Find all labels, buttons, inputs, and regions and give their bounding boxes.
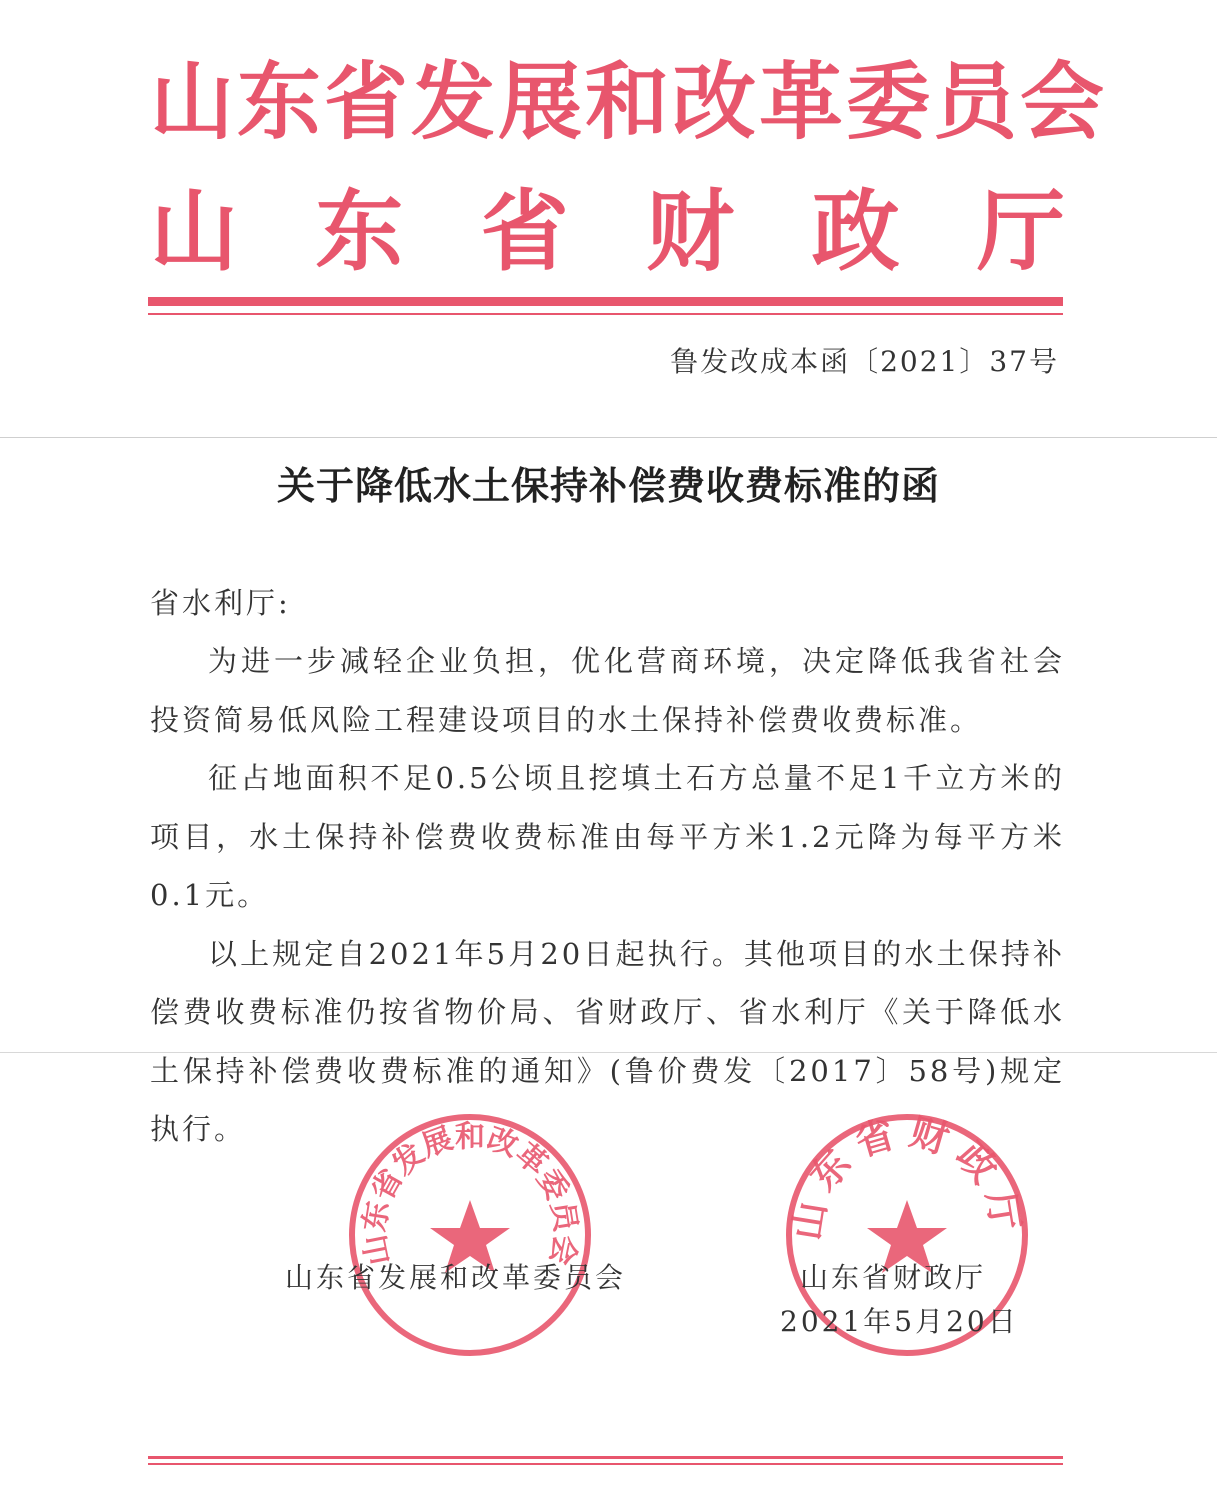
fold-line xyxy=(0,1052,1217,1053)
header-rule-thin xyxy=(148,313,1063,315)
issuer-line-2-char: 财 xyxy=(646,180,735,283)
body-paragraph: 以上规定自2021年5月20日起执行。其他项目的水土保持补偿费收费标准仍按省物价局、省财政厅、省水利厅《关于降低水土保持补偿费收费标准的通知》(鲁价费发〔2017〕58号)规定执行。 xyxy=(150,936,1065,1146)
fold-line xyxy=(0,437,1217,438)
document-title: 关于降低水土保持补偿费收费标准的函 xyxy=(276,464,940,508)
issuer-line-2-char: 厅 xyxy=(976,180,1065,283)
issuer-line-2-char: 省 xyxy=(480,180,569,283)
issuer-line-1: 山东省发展和改革委员会 xyxy=(150,53,1108,151)
seal-1-text: 山东省发展和改革委员会 xyxy=(357,1119,583,1268)
document-number: 鲁发改成本函〔2021〕37号 xyxy=(670,345,1059,378)
footer-rule-top xyxy=(148,1456,1063,1459)
salutation: 省水利厅: xyxy=(150,586,291,620)
issuer-line-2-char: 政 xyxy=(811,180,900,283)
issuer-line-2-char: 山 xyxy=(150,180,239,283)
body-paragraph: 征占地面积不足0.5公顷且挖填土石方总量不足1千立方米的项目，水土保持补偿费收费标准由每平方米1.2元降为每平方米0.1元。 xyxy=(150,761,1065,912)
signature-finance: 山东省财政厅 xyxy=(800,1261,987,1294)
header-rule-thick xyxy=(148,297,1063,306)
issuer-line-2-char: 东 xyxy=(315,180,404,283)
footer-rule-bottom xyxy=(148,1463,1063,1465)
issuer-line-2 xyxy=(150,180,1065,283)
body-paragraphs xyxy=(150,632,1065,1159)
body-paragraph: 为进一步减轻企业负担，优化营商环境，决定降低我省社会投资简易低风险工程建设项目的水土保持补偿费收费标准。 xyxy=(150,644,1065,737)
signature-ndrc: 山东省发展和改革委员会 xyxy=(285,1261,627,1294)
seal-2-text: 山东省财政厅 xyxy=(784,1110,1030,1244)
signature-date: 2021年5月20日 xyxy=(780,1305,1019,1338)
seal-ndrc xyxy=(345,1110,595,1360)
